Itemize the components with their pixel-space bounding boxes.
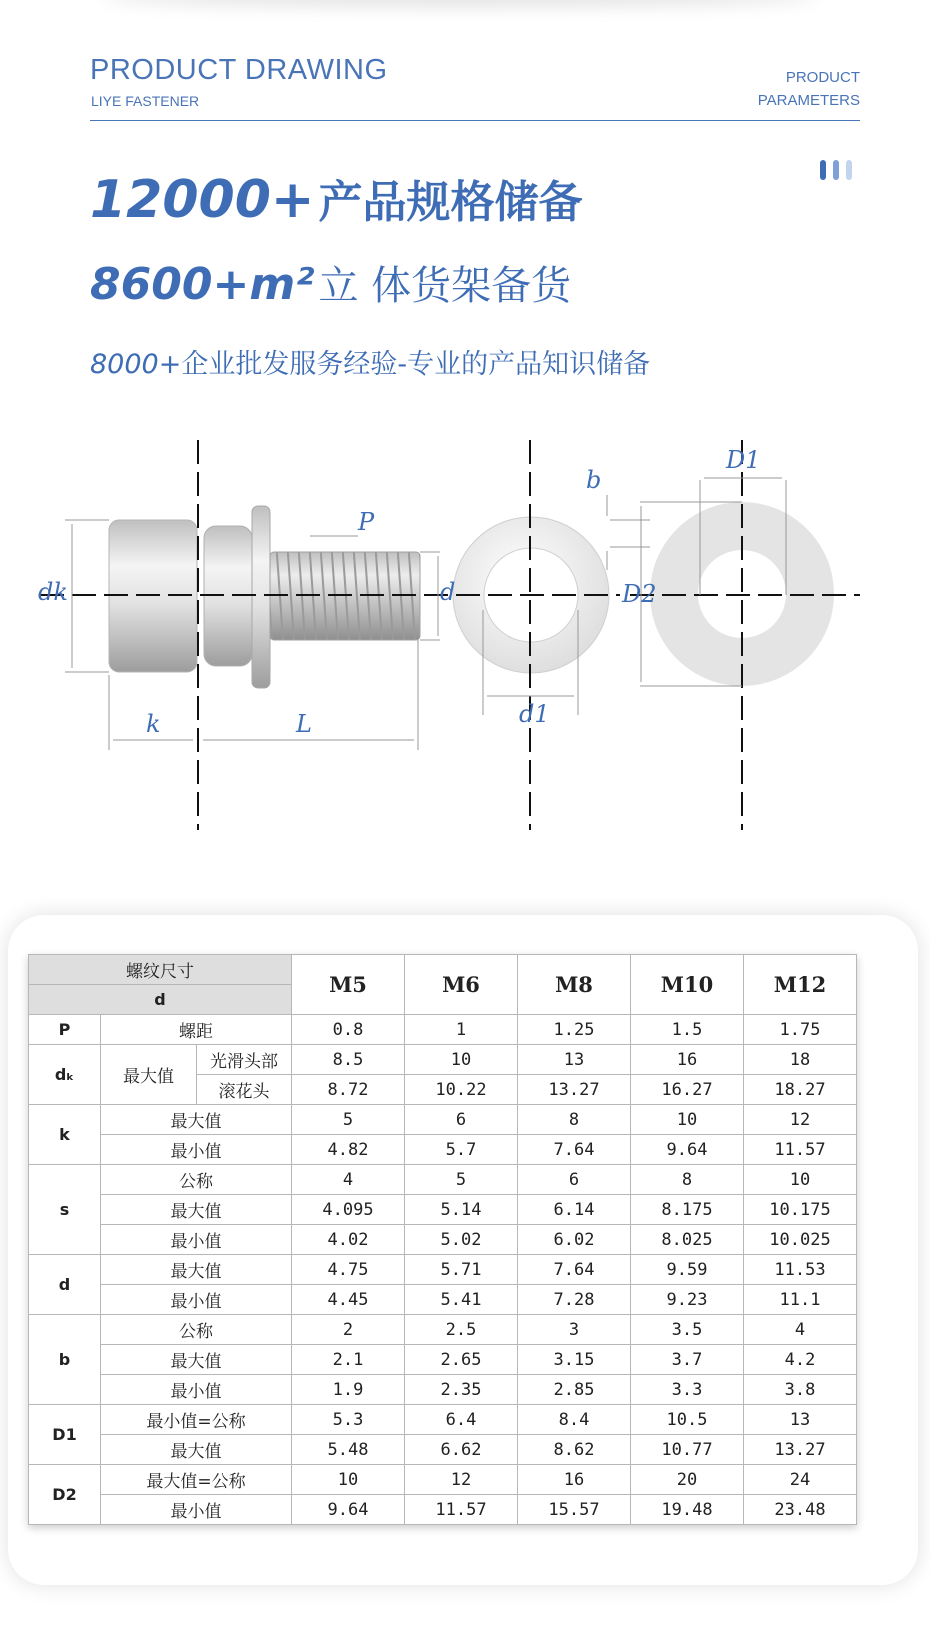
value-cell: 3 bbox=[518, 1315, 631, 1345]
value-cell: 8 bbox=[631, 1165, 744, 1195]
value-cell: 10 bbox=[744, 1165, 857, 1195]
value-cell: 13.27 bbox=[744, 1435, 857, 1465]
headline-experience bbox=[90, 342, 650, 381]
param-sublabel: 最大值 bbox=[101, 1045, 197, 1105]
value-cell: 9.64 bbox=[631, 1135, 744, 1165]
value-cell: 10.175 bbox=[744, 1195, 857, 1225]
table-row bbox=[29, 1465, 857, 1495]
value-cell: 7.28 bbox=[518, 1285, 631, 1315]
value-cell: 9.23 bbox=[631, 1285, 744, 1315]
param-symbol: D2 bbox=[29, 1465, 101, 1525]
value-cell: 8.4 bbox=[518, 1405, 631, 1435]
section-title: PRODUCT DRAWING bbox=[90, 54, 388, 86]
value-cell: 5.7 bbox=[405, 1135, 518, 1165]
value-cell: 10.22 bbox=[405, 1075, 518, 1105]
headline-specs-number: 12000+ bbox=[90, 170, 315, 230]
row-label: 最大值=公称 bbox=[101, 1465, 292, 1495]
table-row bbox=[29, 1225, 857, 1255]
value-cell: 1.9 bbox=[292, 1375, 405, 1405]
value-cell: 6.14 bbox=[518, 1195, 631, 1225]
value-cell: 20 bbox=[631, 1465, 744, 1495]
section-tag-line1: PRODUCT bbox=[785, 69, 860, 86]
value-cell: 5.71 bbox=[405, 1255, 518, 1285]
table-header-row bbox=[29, 955, 857, 985]
value-cell: 8.175 bbox=[631, 1195, 744, 1225]
value-cell: 6.02 bbox=[518, 1225, 631, 1255]
value-cell: 4.75 bbox=[292, 1255, 405, 1285]
table-row bbox=[29, 1435, 857, 1465]
value-cell: 9.59 bbox=[631, 1255, 744, 1285]
headline-warehouse bbox=[90, 254, 571, 311]
table-row bbox=[29, 1405, 857, 1435]
value-cell: 3.8 bbox=[744, 1375, 857, 1405]
value-cell: 3.5 bbox=[631, 1315, 744, 1345]
value-cell: 13 bbox=[518, 1045, 631, 1075]
value-cell: 8 bbox=[518, 1105, 631, 1135]
value-cell: 5 bbox=[405, 1165, 518, 1195]
row-label: 最小值=公称 bbox=[101, 1405, 292, 1435]
header-divider bbox=[90, 120, 860, 121]
value-cell: 18.27 bbox=[744, 1075, 857, 1105]
value-cell: 8.62 bbox=[518, 1435, 631, 1465]
table-row bbox=[29, 1015, 857, 1045]
headline-warehouse-text: 立 体货架备货 bbox=[318, 263, 572, 309]
value-cell: 2.1 bbox=[292, 1345, 405, 1375]
value-cell: 6 bbox=[518, 1165, 631, 1195]
value-cell: 10.5 bbox=[631, 1405, 744, 1435]
row-label: 最大值 bbox=[101, 1255, 292, 1285]
label-b: b bbox=[586, 466, 602, 494]
value-cell: 15.57 bbox=[518, 1495, 631, 1525]
table-row bbox=[29, 1105, 857, 1135]
table-row bbox=[29, 1165, 857, 1195]
row-label: 最小值 bbox=[101, 1135, 292, 1165]
value-cell: 2.35 bbox=[405, 1375, 518, 1405]
row-label: 最小值 bbox=[101, 1225, 292, 1255]
value-cell: 11.1 bbox=[744, 1285, 857, 1315]
value-cell: 4.02 bbox=[292, 1225, 405, 1255]
value-cell: 4 bbox=[292, 1165, 405, 1195]
value-cell: 16 bbox=[631, 1045, 744, 1075]
size-header: M12 bbox=[744, 955, 857, 1015]
product-drawing bbox=[0, 440, 930, 860]
headline-specs-text: 产品规格储备 bbox=[318, 177, 583, 228]
param-symbol: b bbox=[29, 1315, 101, 1405]
value-cell: 10.77 bbox=[631, 1435, 744, 1465]
label-P: P bbox=[358, 508, 375, 536]
param-symbol: k bbox=[29, 1105, 101, 1165]
value-cell: 2.5 bbox=[405, 1315, 518, 1345]
section-tag-line2: PARAMETERS bbox=[757, 92, 860, 109]
brand-subtitle: LIYE FASTENER bbox=[91, 93, 200, 109]
value-cell: 23.48 bbox=[744, 1495, 857, 1525]
table-row bbox=[29, 1285, 857, 1315]
row-label: 最小值 bbox=[101, 1375, 292, 1405]
value-cell: 7.64 bbox=[518, 1135, 631, 1165]
table-row bbox=[29, 1255, 857, 1285]
row-label: 公称 bbox=[101, 1165, 292, 1195]
value-cell: 12 bbox=[405, 1465, 518, 1495]
value-cell: 9.64 bbox=[292, 1495, 405, 1525]
label-d: d bbox=[440, 578, 456, 606]
size-header: M8 bbox=[518, 955, 631, 1015]
value-cell: 16.27 bbox=[631, 1075, 744, 1105]
row-label: 最大值 bbox=[101, 1105, 292, 1135]
size-header: M6 bbox=[405, 955, 518, 1015]
value-cell: 10 bbox=[292, 1465, 405, 1495]
value-cell: 18 bbox=[744, 1045, 857, 1075]
value-cell: 1.5 bbox=[631, 1015, 744, 1045]
value-cell: 2.85 bbox=[518, 1375, 631, 1405]
headline-warehouse-number: 8600+m² bbox=[90, 259, 315, 310]
value-cell: 13.27 bbox=[518, 1075, 631, 1105]
value-cell: 1.75 bbox=[744, 1015, 857, 1045]
value-cell: 3.15 bbox=[518, 1345, 631, 1375]
value-cell: 4 bbox=[744, 1315, 857, 1345]
value-cell: 5.14 bbox=[405, 1195, 518, 1225]
param-symbol: s bbox=[29, 1165, 101, 1255]
value-cell: 3.3 bbox=[631, 1375, 744, 1405]
value-cell: 1 bbox=[405, 1015, 518, 1045]
table-row bbox=[29, 1045, 857, 1075]
row-label: 光滑头部 bbox=[197, 1045, 292, 1075]
thread-size-label: 螺纹尺寸 bbox=[29, 955, 292, 985]
table-row bbox=[29, 1375, 857, 1405]
headline-experience-text: 企业批发服务经验-专业的产品知识储备 bbox=[181, 349, 651, 380]
value-cell: 5.3 bbox=[292, 1405, 405, 1435]
value-cell: 6.62 bbox=[405, 1435, 518, 1465]
value-cell: 8.025 bbox=[631, 1225, 744, 1255]
value-cell: 4.095 bbox=[292, 1195, 405, 1225]
row-label: 滚花头 bbox=[197, 1075, 292, 1105]
param-symbol: D1 bbox=[29, 1405, 101, 1465]
value-cell: 12 bbox=[744, 1105, 857, 1135]
label-D2: D2 bbox=[622, 580, 657, 608]
size-header: M5 bbox=[292, 955, 405, 1015]
size-header: M10 bbox=[631, 955, 744, 1015]
value-cell: 19.48 bbox=[631, 1495, 744, 1525]
value-cell: 16 bbox=[518, 1465, 631, 1495]
value-cell: 5.48 bbox=[292, 1435, 405, 1465]
headline-experience-number: 8000+ bbox=[90, 349, 182, 380]
row-label: 公称 bbox=[101, 1315, 292, 1345]
value-cell: 11.57 bbox=[744, 1135, 857, 1165]
value-cell: 1.25 bbox=[518, 1015, 631, 1045]
value-cell: 24 bbox=[744, 1465, 857, 1495]
label-k: k bbox=[146, 710, 161, 738]
label-d1: d1 bbox=[519, 700, 550, 728]
value-cell: 10.025 bbox=[744, 1225, 857, 1255]
thread-symbol-label: d bbox=[29, 985, 292, 1015]
value-cell: 2 bbox=[292, 1315, 405, 1345]
row-label: 螺距 bbox=[101, 1015, 292, 1045]
value-cell: 2.65 bbox=[405, 1345, 518, 1375]
row-label: 最大值 bbox=[101, 1345, 292, 1375]
param-symbol: dₖ bbox=[29, 1045, 101, 1105]
label-dk: dk bbox=[38, 578, 68, 606]
decorative-dots bbox=[820, 160, 852, 180]
value-cell: 4.45 bbox=[292, 1285, 405, 1315]
row-label: 最小值 bbox=[101, 1285, 292, 1315]
param-symbol: P bbox=[29, 1015, 101, 1045]
param-symbol: d bbox=[29, 1255, 101, 1315]
table-row bbox=[29, 1195, 857, 1225]
value-cell: 4.82 bbox=[292, 1135, 405, 1165]
value-cell: 5.02 bbox=[405, 1225, 518, 1255]
label-D1: D1 bbox=[726, 446, 761, 474]
dot-3 bbox=[846, 160, 852, 180]
table-row bbox=[29, 1345, 857, 1375]
dot-2 bbox=[833, 160, 839, 180]
table-row bbox=[29, 1495, 857, 1525]
dot-1 bbox=[820, 160, 826, 180]
headline-specs bbox=[90, 166, 582, 230]
value-cell: 5.41 bbox=[405, 1285, 518, 1315]
value-cell: 3.7 bbox=[631, 1345, 744, 1375]
value-cell: 13 bbox=[744, 1405, 857, 1435]
section-tag bbox=[758, 66, 860, 112]
value-cell: 7.64 bbox=[518, 1255, 631, 1285]
value-cell: 6 bbox=[405, 1105, 518, 1135]
table-row bbox=[29, 1315, 857, 1345]
value-cell: 10 bbox=[405, 1045, 518, 1075]
row-label: 最大值 bbox=[101, 1435, 292, 1465]
value-cell: 11.57 bbox=[405, 1495, 518, 1525]
row-label: 最大值 bbox=[101, 1195, 292, 1225]
value-cell: 10 bbox=[631, 1105, 744, 1135]
parameters-table bbox=[28, 954, 857, 1525]
value-cell: 8.5 bbox=[292, 1045, 405, 1075]
row-label: 最小值 bbox=[101, 1495, 292, 1525]
value-cell: 0.8 bbox=[292, 1015, 405, 1045]
value-cell: 6.4 bbox=[405, 1405, 518, 1435]
label-L: L bbox=[296, 710, 312, 738]
flat-washer-side bbox=[252, 506, 270, 688]
table-row bbox=[29, 1135, 857, 1165]
value-cell: 8.72 bbox=[292, 1075, 405, 1105]
value-cell: 5 bbox=[292, 1105, 405, 1135]
value-cell: 11.53 bbox=[744, 1255, 857, 1285]
value-cell: 4.2 bbox=[744, 1345, 857, 1375]
